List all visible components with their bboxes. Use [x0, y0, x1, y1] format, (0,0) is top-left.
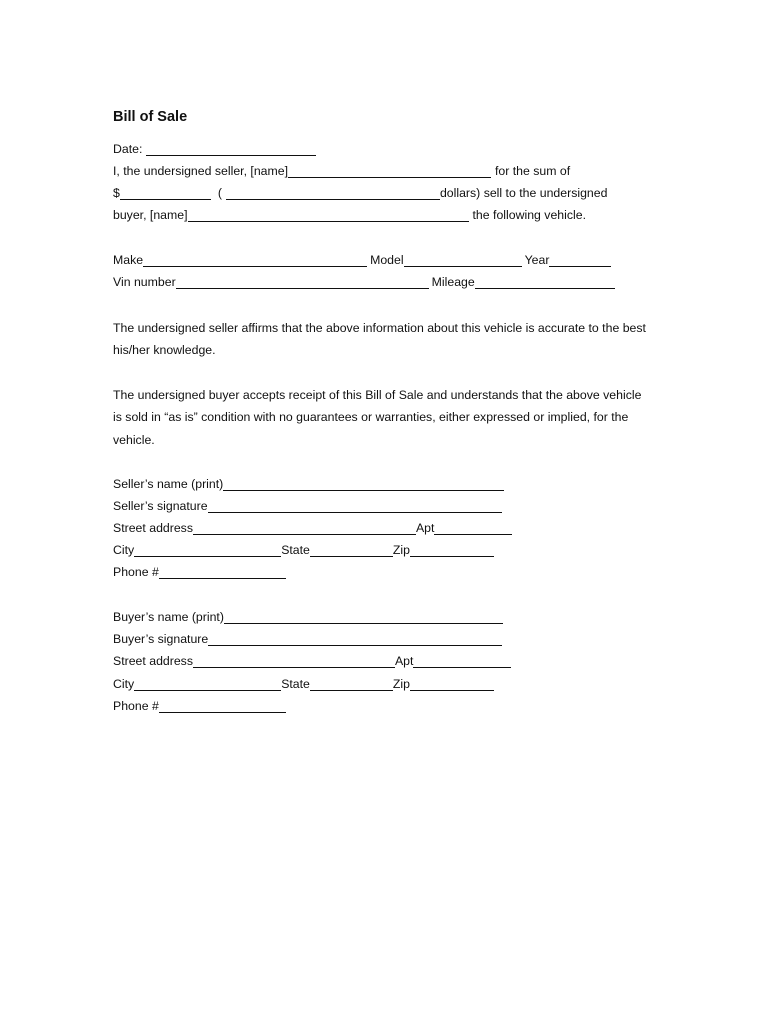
model-label: Model	[370, 253, 404, 267]
vehicle-row-2	[113, 273, 615, 291]
amount-field[interactable]	[120, 186, 211, 200]
seller-city-field[interactable]	[134, 543, 281, 557]
seller-street-field[interactable]	[193, 521, 416, 535]
open-paren: (	[217, 186, 222, 200]
date-row	[113, 140, 316, 158]
buyer-apt-field[interactable]	[413, 654, 511, 668]
buyer-phone-label: Phone #	[113, 699, 159, 713]
buyer-city-label: City	[113, 677, 135, 691]
seller-phone-field[interactable]	[159, 565, 286, 579]
buyer-zip-field[interactable]	[410, 677, 494, 691]
buyer-address-row	[113, 652, 511, 670]
affirmation-paragraph: The undersigned seller affirms that the above information about this vehicle is accurate to the best his/her knowledge.	[113, 321, 646, 358]
seller-city-row	[113, 541, 494, 559]
sum-label: for the sum of	[495, 164, 571, 178]
seller-city-label: City	[113, 543, 135, 557]
seller-address-row	[113, 519, 512, 537]
year-field[interactable]	[549, 253, 611, 267]
vin-label: Vin number	[113, 275, 176, 289]
intro-line-3	[113, 206, 586, 224]
date-label: Date:	[113, 142, 143, 156]
seller-apt-field[interactable]	[434, 521, 512, 535]
buyer-apt-label: Apt	[394, 654, 414, 668]
model-field[interactable]	[404, 253, 522, 267]
seller-signature-field[interactable]	[208, 499, 502, 513]
dollars-label: dollars) sell to the undersigned	[439, 186, 608, 200]
buyer-city-field[interactable]	[134, 677, 281, 691]
seller-state-field[interactable]	[310, 543, 393, 557]
mileage-field[interactable]	[475, 275, 615, 289]
buyer-city-row	[113, 675, 494, 693]
date-field[interactable]	[146, 142, 316, 156]
seller-zip-field[interactable]	[410, 543, 494, 557]
buyer-signature-row	[113, 630, 502, 648]
vin-field[interactable]	[176, 275, 429, 289]
seller-name-row	[113, 475, 504, 493]
year-label: Year	[524, 253, 550, 267]
buyer-street-field[interactable]	[193, 654, 395, 668]
buyer-street-label: Street address	[113, 654, 193, 668]
buyer-signature-label: Buyer’s signature	[113, 632, 209, 646]
intro-line-1	[113, 162, 570, 180]
mileage-label: Mileage	[431, 275, 475, 289]
acceptance-paragraph: The undersigned buyer accepts receipt of this Bill of Sale and understands that the above vehicle is sold in “as is” condition with no guarantees or warranties, either expressed or implied, for the vehicle.	[113, 388, 642, 447]
buyer-name-row	[113, 608, 503, 626]
seller-signature-row	[113, 497, 502, 515]
seller-name-field[interactable]	[288, 164, 491, 178]
following-vehicle-label: the following vehicle.	[472, 208, 586, 222]
buyer-state-label: State	[281, 677, 310, 691]
buyer-phone-field[interactable]	[159, 699, 286, 713]
seller-name-label: I, the undersigned seller, [name]	[113, 164, 288, 178]
seller-signature-label: Seller’s signature	[113, 499, 208, 513]
buyer-phone-row	[113, 697, 286, 715]
seller-zip-label: Zip	[392, 543, 410, 557]
buyer-zip-label: Zip	[392, 677, 410, 691]
amount-words-field[interactable]	[226, 186, 440, 200]
seller-phone-label: Phone #	[113, 565, 159, 579]
document-title: Bill of Sale	[113, 109, 188, 125]
buyer-name-label: buyer, [name]	[113, 208, 188, 222]
seller-street-label: Street address	[113, 521, 193, 535]
buyer-print-name-label: Buyer’s name (print)	[113, 610, 224, 624]
seller-print-name-field[interactable]	[223, 477, 504, 491]
dollar-sign: $	[113, 186, 120, 200]
buyer-signature-field[interactable]	[208, 632, 502, 646]
seller-phone-row	[113, 563, 286, 581]
buyer-print-name-field[interactable]	[224, 610, 503, 624]
seller-apt-label: Apt	[415, 521, 435, 535]
vehicle-row-1	[113, 251, 611, 269]
make-label: Make	[113, 253, 144, 267]
seller-print-name-label: Seller’s name (print)	[113, 477, 224, 491]
seller-state-label: State	[281, 543, 310, 557]
buyer-state-field[interactable]	[310, 677, 393, 691]
make-field[interactable]	[143, 253, 367, 267]
intro-line-2	[113, 184, 607, 202]
buyer-name-field[interactable]	[188, 208, 469, 222]
